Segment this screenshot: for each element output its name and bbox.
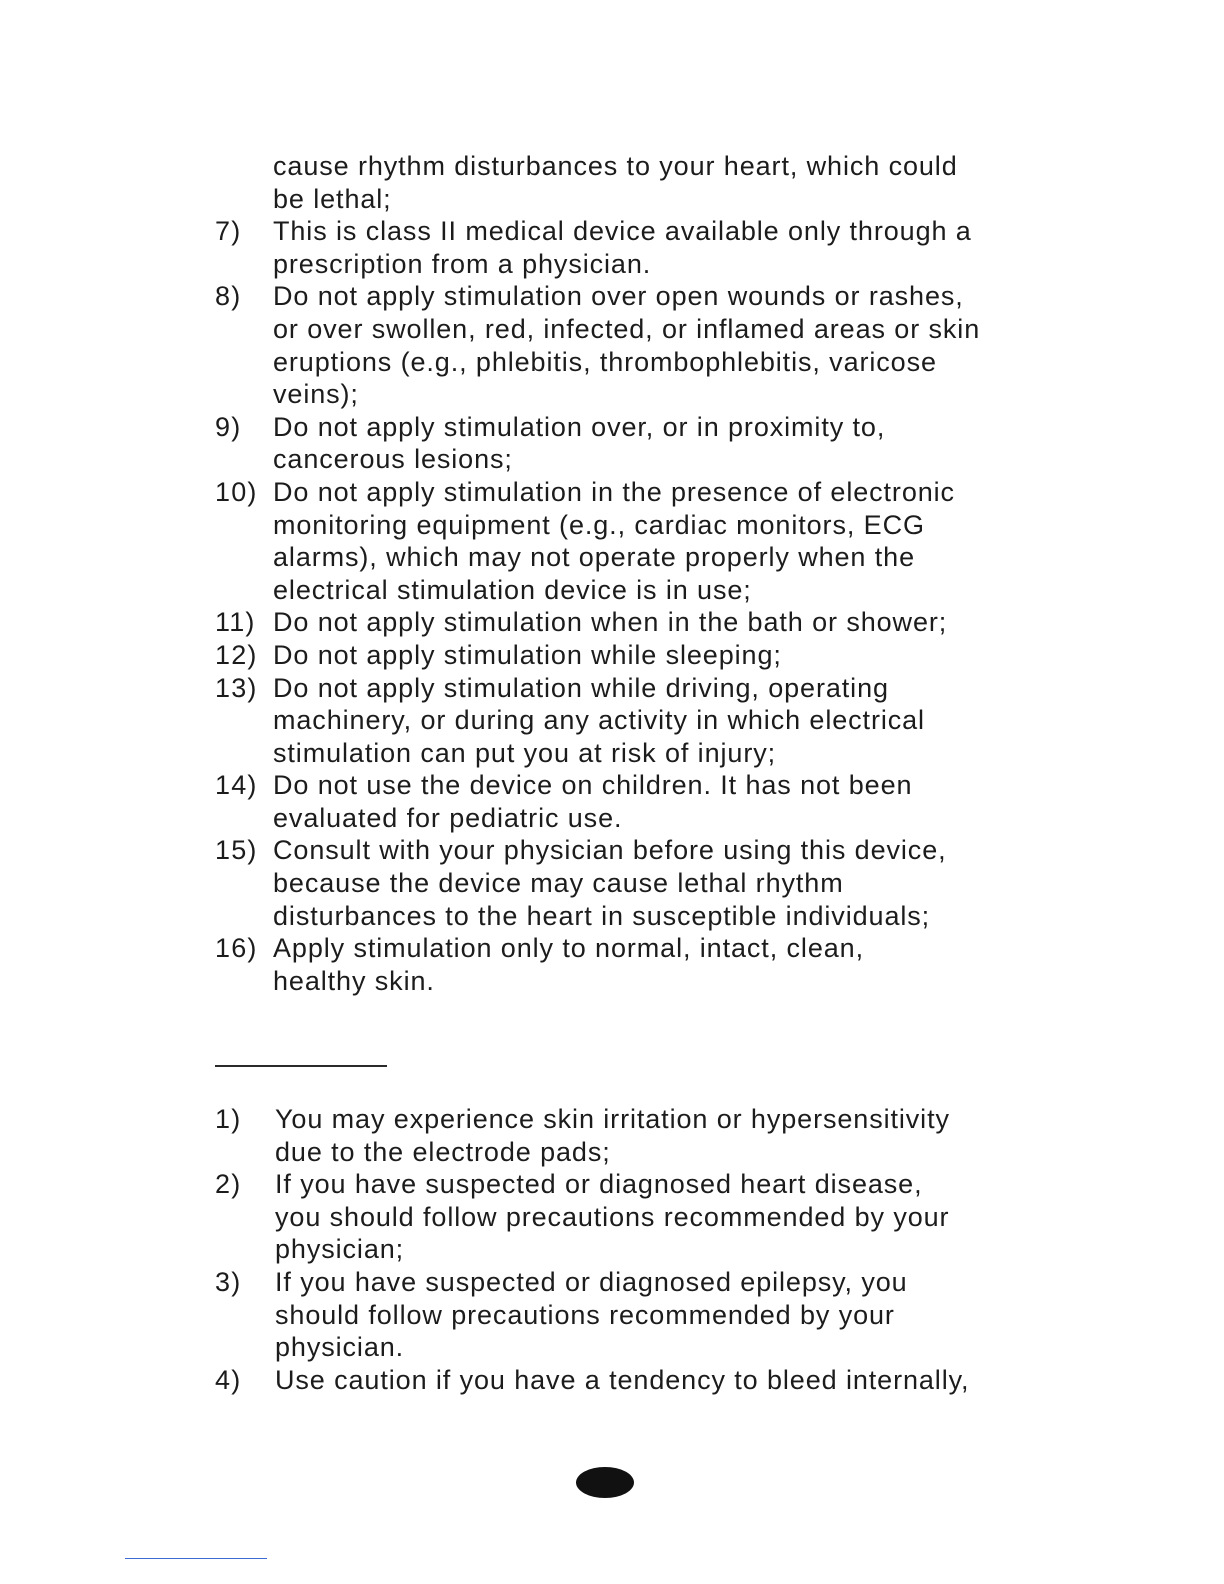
item-number: 4) (215, 1364, 242, 1395)
item-number: 13) (215, 672, 258, 703)
item-text-line: be lethal; (273, 183, 392, 214)
item-number: 3) (215, 1266, 242, 1297)
list-item (0, 769, 1224, 834)
item-number: 12) (215, 639, 258, 670)
item-number: 16) (215, 933, 258, 964)
list-item (0, 932, 1224, 997)
item-text-line: If you have suspected or diagnosed heart disease, (275, 1169, 923, 1200)
list-item (0, 215, 1224, 280)
item-number: 7) (215, 216, 242, 247)
item-text-line: monitoring equipment (e.g., cardiac monitors, ECG (273, 509, 925, 540)
item-text-line: evaluated for pediatric use. (273, 802, 623, 833)
item-number: 1) (215, 1104, 242, 1134)
list-item (0, 150, 1224, 215)
list-item (0, 1364, 1224, 1397)
section-divider (215, 1065, 387, 1067)
list-item (0, 834, 1224, 932)
item-text-line: should follow precautions recommended by your (275, 1299, 895, 1330)
item-text-line: veins); (273, 379, 359, 410)
item-number: 8) (215, 281, 242, 312)
item-number: 2) (215, 1169, 242, 1200)
item-text-line: Apply stimulation only to normal, intact, clean, (273, 933, 864, 964)
item-text-line: electrical stimulation device is in use; (273, 574, 752, 605)
item-text-line: Do not apply stimulation in the presence of electronic (273, 476, 955, 507)
item-number: 11) (215, 607, 256, 638)
item-text-line: This is class II medical device available only through a (273, 216, 972, 247)
item-text-line: You may experience skin irritation or hypersensitivity (275, 1104, 950, 1134)
item-text-line: due to the electrode pads; (275, 1136, 611, 1167)
item-number: 14) (215, 770, 258, 801)
page-number-badge (576, 1467, 634, 1498)
list-item (0, 1103, 1224, 1168)
list-item (0, 672, 1224, 770)
item-text-line: Do not apply stimulation while driving, operating (273, 672, 889, 703)
item-text-line: eruptions (e.g., phlebitis, thrombophlebitis, varicose (273, 346, 937, 377)
item-text-line: cause rhythm disturbances to your heart, which could (273, 151, 958, 181)
item-text-line: machinery, or during any activity in which electrical (273, 705, 925, 736)
item-number: 10) (215, 476, 258, 507)
precautions-list (0, 1103, 1224, 1396)
item-text-line: Do not apply stimulation over, or in proximity to, (273, 411, 886, 442)
item-text-line: Do not apply stimulation while sleeping; (273, 639, 782, 670)
item-text-line: cancerous lesions; (273, 444, 513, 475)
item-text-line: physician. (275, 1332, 405, 1363)
item-text-line: disturbances to the heart in susceptible individuals; (273, 900, 931, 931)
list-item (0, 1168, 1224, 1266)
item-text-line: or over swollen, red, infected, or inflamed areas or skin (273, 313, 981, 344)
list-item (0, 1266, 1224, 1364)
item-text-line: Consult with your physician before using this device, (273, 835, 947, 866)
item-number: 15) (215, 835, 258, 866)
item-text-line: because the device may cause lethal rhythm (273, 868, 844, 899)
list-item (0, 280, 1224, 410)
list-item (0, 639, 1224, 672)
warnings-list (0, 150, 1224, 997)
list-item (0, 476, 1224, 606)
item-text-line: Do not apply stimulation over open wounds or rashes, (273, 281, 964, 312)
list-item (0, 606, 1224, 639)
item-text-line: physician; (275, 1234, 405, 1265)
list-item (0, 411, 1224, 476)
item-number: 9) (215, 411, 242, 442)
item-text-line: Do not use the device on children. It has not been (273, 770, 913, 801)
item-text-line: healthy skin. (273, 965, 435, 996)
item-text-line: Do not apply stimulation when in the bath or shower; (273, 607, 948, 638)
item-text-line: you should follow precautions recommended by your (275, 1201, 950, 1232)
item-text-line: prescription from a physician. (273, 248, 652, 279)
item-text-line: If you have suspected or diagnosed epilepsy, you (275, 1266, 908, 1297)
item-text-line: stimulation can put you at risk of injury; (273, 737, 777, 768)
item-text-line: alarms), which may not operate properly when the (273, 542, 915, 573)
footer-underline (125, 1558, 267, 1559)
item-text-line: Use caution if you have a tendency to bleed internally, (275, 1364, 970, 1395)
